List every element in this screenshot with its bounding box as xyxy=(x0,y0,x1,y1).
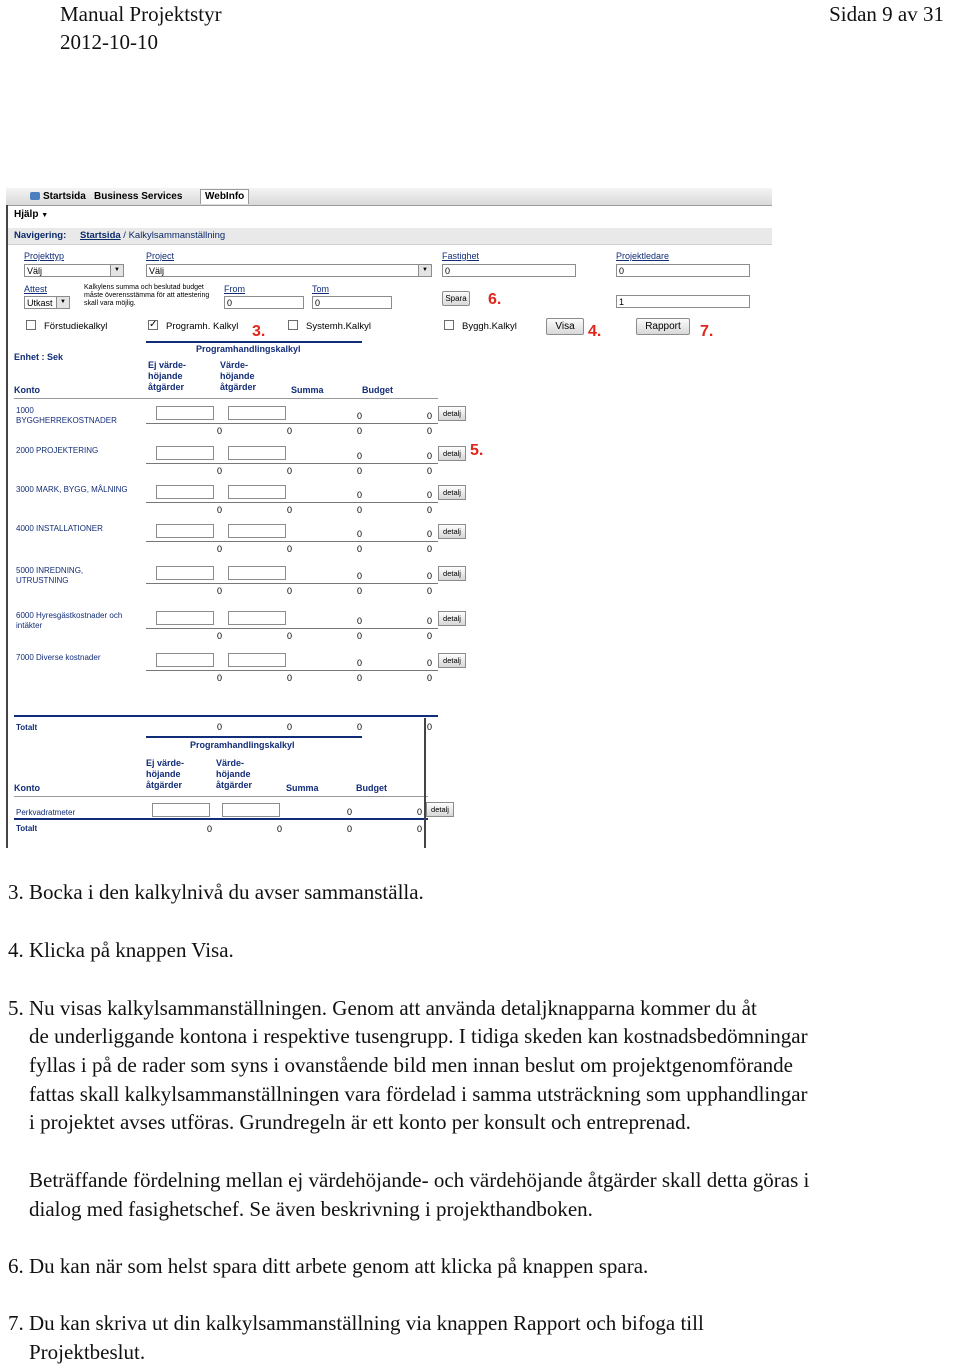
forstudiekalkyl-label: Förstudiekalkyl xyxy=(44,321,108,332)
breadcrumb xyxy=(6,228,772,245)
systemh-kalkyl-checkbox[interactable] xyxy=(288,320,298,330)
visa-button[interactable]: Visa xyxy=(546,318,584,335)
total-value: 0 xyxy=(276,824,282,834)
subtotal-value: 0 xyxy=(356,426,362,436)
tab-bar xyxy=(6,188,772,206)
nav-label: Navigering: xyxy=(14,230,67,241)
marker-4: 4. xyxy=(588,323,602,340)
account-label: 5000 INREDNING, UTRUSTNING xyxy=(16,566,84,585)
summa-value: 0 xyxy=(356,411,362,421)
subtotal-value: 0 xyxy=(356,631,362,641)
marker-7: 7. xyxy=(700,323,714,340)
programh-kalkyl-checkbox[interactable]: ✓ xyxy=(149,319,158,330)
subtotal-value: 0 xyxy=(356,505,362,515)
subtotal-value: 0 xyxy=(216,586,222,596)
col-budget: Budget xyxy=(362,385,393,395)
page-number: Sidan 9 av 31 xyxy=(829,2,944,26)
subtotal-value: 0 xyxy=(356,544,362,554)
account-label: 2000 PROJEKTERING xyxy=(16,446,99,455)
total-value: 0 xyxy=(426,722,432,732)
account-label: 3000 MARK, BYGG, MÅLNING xyxy=(16,485,128,494)
left-border xyxy=(6,205,8,848)
vardehojande-input[interactable] xyxy=(222,803,280,817)
step-5-line: fyllas i på de rader som syns i ovanstående bild men innan beslut om projektgenomförande xyxy=(29,1053,793,1077)
ej-vardehojande-input[interactable] xyxy=(156,406,214,420)
detail-button[interactable]: detalj xyxy=(438,611,466,626)
vardehojande-input[interactable] xyxy=(228,524,286,538)
marker-3: 3. xyxy=(252,323,266,340)
rapport-button[interactable]: Rapport xyxy=(636,318,690,335)
header-divider xyxy=(14,796,428,797)
marker-6: 6. xyxy=(488,291,502,308)
budget-value: 0 xyxy=(426,529,432,539)
col-summa: Summa xyxy=(291,385,324,395)
header-divider xyxy=(14,398,438,399)
from-label: From xyxy=(224,284,245,294)
tom-input[interactable] xyxy=(312,296,392,309)
col-summa: Summa xyxy=(286,783,319,793)
project-value: Välj xyxy=(149,266,165,276)
tab-label: WebInfo xyxy=(205,191,245,202)
programh-kalkyl-label: Programh. Kalkyl xyxy=(166,321,239,332)
row-divider xyxy=(146,670,438,671)
subtotal-value: 0 xyxy=(216,426,222,436)
help-menu-label: Hjälp xyxy=(14,209,39,220)
summa-value: 0 xyxy=(346,807,352,817)
subtotal-value: 0 xyxy=(426,544,432,554)
step-3-text: 3. Bocka i den kalkylnivå du avser sammanställa. xyxy=(8,880,424,904)
row-divider xyxy=(146,541,438,542)
projektledare-input[interactable] xyxy=(616,264,750,277)
step-5-line: 5. Nu visas kalkylsammanställningen. Genom att använda detaljknapparna kommer du åt xyxy=(8,996,757,1020)
budget-value: 0 xyxy=(426,571,432,581)
summa-value: 0 xyxy=(356,616,362,626)
subtotal-value: 0 xyxy=(426,673,432,683)
fastighet-label: Fastighet xyxy=(442,251,480,261)
col-budget: Budget xyxy=(356,783,387,793)
subtotal-value: 0 xyxy=(426,505,432,515)
budget-value: 0 xyxy=(426,616,432,626)
chevron-down-icon: ▼ xyxy=(41,212,49,219)
step-5-line: de underliggande kontona i respektive tusengrupp. I tidiga skeden kan kostnadsbedömningar xyxy=(29,1024,808,1048)
ej-vardehojande-input[interactable] xyxy=(156,611,214,625)
forstudiekalkyl-checkbox[interactable] xyxy=(26,320,36,330)
from-input[interactable] xyxy=(224,296,304,309)
breadcrumb-home-link[interactable]: Startsida xyxy=(80,230,121,241)
vardehojande-input[interactable] xyxy=(228,406,286,420)
total-label: Totalt xyxy=(16,723,38,732)
budget-value: 0 xyxy=(426,451,432,461)
tab-label: Startsida xyxy=(43,191,86,202)
budget-value: 0 xyxy=(426,658,432,668)
total-value: 0 xyxy=(416,824,422,834)
tab-business-services[interactable] xyxy=(90,190,186,204)
step-5b-line: dialog med fasighetschef. Se även beskrivning i projekthandboken. xyxy=(29,1197,593,1221)
subtotal-value: 0 xyxy=(216,673,222,683)
budget-value: 0 xyxy=(416,807,422,817)
row-divider xyxy=(146,423,438,424)
row-divider xyxy=(146,502,438,503)
tom-value: 0 xyxy=(315,298,321,308)
detail-button[interactable]: detalj xyxy=(438,653,466,668)
ej-vardehojande-input[interactable] xyxy=(152,803,210,817)
detail-button[interactable]: detalj xyxy=(438,446,466,461)
step-7-line: 7. Du kan skriva ut din kalkylsammanställning via knappen Rapport och bifoga till xyxy=(8,1311,704,1335)
tab-startsida[interactable] xyxy=(26,190,90,204)
step-6-text: 6. Du kan när som helst spara ditt arbete genom att klicka på knappen spara. xyxy=(8,1254,649,1278)
account-label: 6000 Hyresgästkostnader och intäkter xyxy=(16,611,123,630)
document-title: Manual Projektstyr xyxy=(60,2,222,26)
subtotal-value: 0 xyxy=(286,673,292,683)
perkvadratmeter-label: Perkvadratmeter xyxy=(16,808,76,817)
detail-button[interactable]: detalj xyxy=(438,485,466,500)
section-divider xyxy=(146,736,362,738)
section-title: Programhandlingskalkyl xyxy=(196,344,301,354)
chevron-down-icon: ▼ xyxy=(110,265,123,276)
breadcrumb-path xyxy=(80,228,225,244)
detail-button[interactable]: detalj xyxy=(426,802,454,817)
step-5-line: fattas skall kalkylsammanställningen vara fördelad i samma utsträckning som upphandlingar xyxy=(29,1082,808,1106)
subtotal-value: 0 xyxy=(216,544,222,554)
summa-value: 0 xyxy=(356,451,362,461)
subtotal-value: 0 xyxy=(216,631,222,641)
unit-label: Enhet : Sek xyxy=(14,352,64,362)
byggh-kalkyl-label: Byggh.Kalkyl xyxy=(462,321,517,332)
subtotal-value: 0 xyxy=(426,586,432,596)
col-ej-vardehojande: Ej värde- höjande åtgärder xyxy=(148,360,187,392)
col-konto: Konto xyxy=(14,385,40,395)
step-5-line: i projektet avses utföras. Grundregeln är ett konto per konsult och entreprenad. xyxy=(29,1110,691,1134)
subtotal-value: 0 xyxy=(356,673,362,683)
breadcrumb-current: / Kalkylsammanställning xyxy=(120,230,226,241)
subtotal-value: 0 xyxy=(286,544,292,554)
summa-value: 0 xyxy=(356,658,362,668)
total-value: 0 xyxy=(356,722,362,732)
projektledare-label: Projektledare xyxy=(616,251,670,261)
projekttyp-label: Projekttyp xyxy=(24,251,65,261)
project-select[interactable] xyxy=(146,264,432,277)
col-konto: Konto xyxy=(14,783,40,793)
attest-select[interactable] xyxy=(24,296,70,309)
total-value: 0 xyxy=(206,824,212,834)
attest-label: Attest xyxy=(24,284,48,294)
step-5b-line: Beträffande fördelning mellan ej värdehöjande- och värdehöjande åtgärder skall detta göras i xyxy=(29,1168,810,1192)
subtotal-value: 0 xyxy=(286,631,292,641)
table-right-border xyxy=(424,718,426,848)
subtotal-value: 0 xyxy=(356,466,362,476)
subtotal-value: 0 xyxy=(426,466,432,476)
projekttyp-select[interactable] xyxy=(24,264,124,277)
account-label: 4000 INSTALLATIONER xyxy=(16,524,103,533)
vardehojande-input[interactable] xyxy=(228,611,286,625)
summa-value: 0 xyxy=(356,490,362,500)
ej-vardehojande-input[interactable] xyxy=(156,485,214,499)
tom-label: Tom xyxy=(312,284,330,294)
total-value: 0 xyxy=(216,722,222,732)
subtotal-value: 0 xyxy=(286,426,292,436)
tab-label: Business Services xyxy=(94,191,183,202)
subtotal-value: 0 xyxy=(356,586,362,596)
vardehojande-input[interactable] xyxy=(228,566,286,580)
extra-input[interactable] xyxy=(616,295,750,308)
subtotal-value: 0 xyxy=(286,586,292,596)
tab-webinfo[interactable] xyxy=(200,189,249,204)
detail-button[interactable]: detalj xyxy=(438,406,466,421)
application-screenshot xyxy=(6,188,772,848)
subtotal-value: 0 xyxy=(216,466,222,476)
subtotal-value: 0 xyxy=(286,505,292,515)
totals-divider xyxy=(14,715,438,717)
subtotal-value: 0 xyxy=(426,426,432,436)
byggh-kalkyl-checkbox[interactable] xyxy=(444,320,454,330)
spara-button[interactable]: Spara xyxy=(442,291,470,306)
vardehojande-input[interactable] xyxy=(228,485,286,499)
section-divider xyxy=(146,341,362,343)
fastighet-value: 0 xyxy=(445,266,451,276)
account-label: 1000 BYGGHERREKOSTNADER xyxy=(16,406,117,425)
account-label: 7000 Diverse kostnader xyxy=(16,653,101,662)
marker-5: 5. xyxy=(470,442,484,459)
systemh-kalkyl-label: Systemh.Kalkyl xyxy=(306,321,371,332)
budget-value: 0 xyxy=(426,490,432,500)
home-icon xyxy=(30,192,40,200)
extra-value: 1 xyxy=(619,297,625,307)
total-label: Totalt xyxy=(16,824,38,833)
section2-title: Programhandlingskalkyl xyxy=(190,740,295,750)
vardehojande-input[interactable] xyxy=(228,653,286,667)
ej-vardehojande-input[interactable] xyxy=(156,566,214,580)
total-value: 0 xyxy=(346,824,352,834)
total-value: 0 xyxy=(286,722,292,732)
col-vardehojande: Värde- höjande åtgärder xyxy=(216,758,253,790)
attest-value: Utkast xyxy=(27,298,53,308)
col-ej-vardehojande: Ej värde- höjande åtgärder xyxy=(146,758,185,790)
row-divider xyxy=(146,628,438,629)
detail-button[interactable]: detalj xyxy=(438,566,466,581)
chevron-down-icon: ▼ xyxy=(56,297,69,308)
totals-divider xyxy=(14,818,428,820)
projektledare-value: 0 xyxy=(619,266,625,276)
fastighet-input[interactable] xyxy=(442,264,576,277)
summa-value: 0 xyxy=(356,571,362,581)
subtotal-value: 0 xyxy=(216,505,222,515)
detail-button[interactable]: detalj xyxy=(438,524,466,539)
from-value: 0 xyxy=(227,298,233,308)
summa-value: 0 xyxy=(356,529,362,539)
col-vardehojande: Värde- höjande åtgärder xyxy=(220,360,257,392)
document-date: 2012-10-10 xyxy=(60,30,158,54)
subtotal-value: 0 xyxy=(426,631,432,641)
ej-vardehojande-input[interactable] xyxy=(156,446,214,460)
chevron-down-icon: ▼ xyxy=(418,265,431,276)
step-7-line: Projektbeslut. xyxy=(29,1340,146,1364)
help-menu[interactable] xyxy=(14,209,48,220)
row-divider xyxy=(146,583,438,584)
step-4-text: 4. Klicka på knappen Visa. xyxy=(8,938,234,962)
row-divider xyxy=(146,463,438,464)
ej-vardehojande-input[interactable] xyxy=(156,524,214,538)
attest-note: Kalkylens summa och beslutad budget måste överensstämma för att attestering skall vara möjlig. xyxy=(84,284,210,307)
vardehojande-input[interactable] xyxy=(228,446,286,460)
project-label: Project xyxy=(146,251,175,261)
subtotal-value: 0 xyxy=(286,466,292,476)
ej-vardehojande-input[interactable] xyxy=(156,653,214,667)
projekttyp-value: Välj xyxy=(27,266,43,276)
budget-value: 0 xyxy=(426,411,432,421)
